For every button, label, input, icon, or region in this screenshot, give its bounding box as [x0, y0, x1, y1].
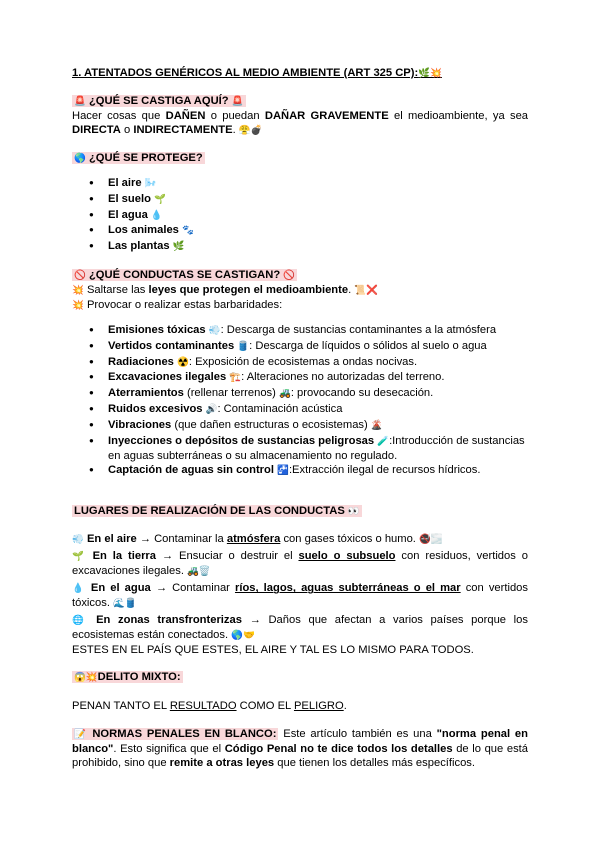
prohibited-icon: 🚫 [74, 269, 86, 281]
heading-protege: 🌎 ¿QUÉ SE PROTEGE? [74, 152, 203, 164]
section-mixto [72, 670, 528, 713]
paw-prints-icon: 🐾 [182, 225, 194, 237]
memo-icon: 📝 [74, 729, 88, 741]
droplet-icon: 💧 [150, 209, 163, 221]
mixto-text: PENAN TANTO EL RESULTADO COMO EL PELIGRO. [72, 700, 347, 713]
droplet-icon: 💧 [72, 583, 86, 595]
lugares-caps: ESTES EN EL PAÍS QUE ESTES, EL AIRE Y TAL ES LO MISMO PARA TODOS. [72, 644, 474, 657]
list-item: ● El aire 🌬️ [72, 176, 528, 192]
siren-icon: 🚨 [231, 96, 244, 107]
seedling-icon: 🌱 [72, 551, 87, 563]
list-item: ● Inyecciones o depósitos de sustancias peligrosas 🧪:Introducción de sustancias en aguas subterráneas o su almacenamiento no regulado. [72, 434, 528, 463]
section-castiga [72, 94, 528, 138]
section-lugares [72, 504, 528, 657]
list-item: ● Ruidos excesivos 🔊: Contaminación acústica [72, 402, 528, 418]
speaker-icon: 🔊 [205, 403, 218, 415]
no-smoking-fog-icon: 🚭🌫️ [419, 534, 443, 546]
scream-explosion-icon: 😱💥 [74, 672, 98, 684]
leaf-explosion-icon: 🌿💥 [418, 68, 442, 79]
list-item: ● Las plantas 🌿 [72, 239, 528, 255]
globe-meridians-icon: 🌐 [72, 615, 89, 627]
section-protege [72, 151, 528, 255]
scroll-cross-icon: 📜❌ [354, 284, 378, 296]
list-item: ● Vibraciones (que dañen estructuras o ecosistemas) 🌋 [72, 418, 528, 434]
explosion-icon: 💥 [72, 299, 84, 311]
section-blanco: 📝 NORMAS PENALES EN BLANCO: Este artículo también es una "norma penal en blanco". Esto significa que el Código Penal no te dice todos los detalles de lo que está prohibido, sino que remite a otras leyes que tienen los detalles más específicos. [72, 728, 528, 770]
document-title [72, 66, 528, 81]
conductas-line-2: 💥 Provocar o realizar estas barbaridades: [72, 298, 283, 311]
herb-icon: 🌿 [172, 241, 185, 253]
wind-icon: 🌬️ [144, 178, 157, 189]
castiga-paragraph: Hacer cosas que DAÑEN o puedan DAÑAR GRAVEMENTE el medioambiente, ya sea DIRECTA o INDIRECTAMENTE. 😤💣 [72, 110, 529, 136]
lugar-agua: 💧 En el agua → Contaminar ríos, lagos, aguas subterráneas o el mar con vertidos tóxicos. 🌊🛢️ [72, 582, 528, 610]
globe-icon: 🌎 [74, 153, 86, 164]
wave-drum-icon: 🌊🛢️ [113, 598, 137, 610]
water-tap-icon: 🚰 [277, 464, 289, 476]
smoke-icon: 💨 [208, 324, 221, 336]
heading-conductas: 🚫 ¿QUÉ CONDUCTAS SE CASTIGAN? 🚫 [74, 268, 296, 281]
oil-drum-icon: 🛢️ [237, 340, 250, 352]
document-page [72, 66, 528, 770]
globe-handshake-icon: 🌎🤝 [231, 630, 255, 642]
list-item: ● Los animales 🐾 [72, 223, 528, 239]
conductas-list [72, 323, 528, 478]
list-item: ● El suelo 🌱 [72, 192, 528, 208]
list-item: ● Radiaciones ☢️: Exposición de ecosistemas a ondas nocivas. [72, 355, 528, 371]
list-item: ● El agua 💧 [72, 208, 528, 224]
lugar-zonas: 🌐 En zonas transfronterizas → Daños que afectan a varios países porque los ecosistemas están conectados. 🌎🤝 [72, 614, 528, 642]
eyes-icon: 👀 [347, 506, 360, 518]
tractor-trash-icon: 🚜🗑️ [187, 566, 211, 578]
title-text: 1. ATENTADOS GENÉRICOS AL MEDIO AMBIENTE (ART 325 CP): [72, 67, 419, 79]
tractor-icon: 🚜 [279, 388, 291, 400]
list-item: ● Excavaciones ilegales 🏗️: Alteraciones no autorizadas del terreno. [72, 370, 528, 386]
construction-icon: 🏗️ [229, 372, 242, 384]
heading-lugares: LUGARES DE REALIZACIÓN DE LAS CONDUCTAS 👀 [74, 505, 360, 518]
heading-castiga: 🚨 ¿QUÉ SE CASTIGA AQUÍ? 🚨 [74, 95, 244, 107]
siren-icon: 🚨 [74, 96, 86, 107]
test-tube-icon: 🧪 [377, 435, 390, 447]
list-item: ● Captación de aguas sin control 🚰:Extracción ilegal de recursos hídricos. [72, 463, 528, 479]
lugares-body [72, 532, 528, 657]
list-item: ● Aterramientos (rellenar terrenos) 🚜: provocando su desecación. [72, 386, 528, 402]
conductas-line-1: 💥 Saltarse las leyes que protegen el medioambiente. 📜❌ [72, 283, 378, 296]
section-conductas [72, 268, 528, 478]
heading-blanco: 📝 NORMAS PENALES EN BLANCO: [74, 728, 277, 741]
angry-bomb-icon: 😤💣 [238, 125, 263, 136]
protege-list [72, 176, 528, 255]
seedling-icon: 🌱 [154, 193, 166, 205]
prohibited-icon: 🚫 [283, 269, 296, 281]
wind-icon: 💨 [72, 534, 84, 546]
radioactive-icon: ☢️ [177, 356, 189, 368]
lugar-aire: 💨 En el aire → Contaminar la atmósfera con gases tóxicos o humo. 🚭🌫️ [72, 533, 443, 546]
list-item: ● Emisiones tóxicas 💨: Descarga de sustancias contaminantes a la atmósfera [72, 323, 528, 339]
explosion-icon: 💥 [72, 284, 84, 296]
lugar-tierra: 🌱 En la tierra → Ensuciar o destruir el suelo o subsuelo con residuos, vertidos o excavaciones ilegales. 🚜🗑️ [72, 550, 528, 578]
list-item: ● Vertidos contaminantes 🛢️: Descarga de líquidos o sólidos al suelo o agua [72, 339, 528, 355]
heading-mixto: 😱💥DELITO MIXTO: [74, 671, 181, 684]
volcano-icon: 🌋 [370, 419, 383, 431]
